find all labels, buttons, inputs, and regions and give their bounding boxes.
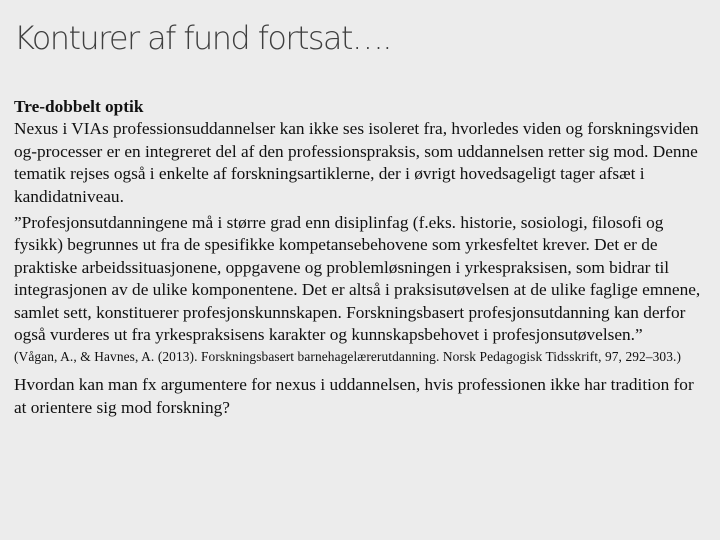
quote-paragraph: ”Profesjonsutdanningene må i større grad enn disiplinfag (f.eks. historie, sosiologi, filosofi og fysikk) begrunnes ut fra de spesifikke kompetansebehovene som yrkesfeltet krever. Det er de praktiske arbeidssituasjonene, oppgavene og problemløsningen i yrkespraksisen, som bidrar til integrasjonen av de ulike komponentene. Det er altså i praksisutøvelsen at de ulike faglige emnene, samlet sett, konstituerer profesjonskunnskapen. Forskningsbasert profesjonsutdanning kan derfor også vurderes ut fra yrkespraksisens karakter og kunnskapsbehovet i profesjonsutøvelsen.” [14, 213, 701, 345]
slide-body [14, 96, 704, 419]
section-heading: Tre-dobbelt optik [14, 97, 144, 116]
intro-block [14, 96, 704, 208]
citation: (Vågan, A., & Havnes, A. (2013). Forskningsbasert barnehagelærerutdanning. Norsk Pedagogisk Tidsskrift, 97, 292–303.) [14, 349, 682, 365]
slide-title: Konturer af fund fortsat…. [14, 19, 391, 57]
intro-paragraph: Nexus i VIAs professionsuddannelser kan ikke ses isoleret fra, hvorledes viden og forskningsviden og-processer er en integreret del af den professionspraksis, som uddannelsen retter sig mod. Denne tematik rejses også i enkelte af forskningsartiklerne, der i øvrigt hovedsageligt tager afsæt i kandidatniveau. [14, 119, 699, 206]
question-paragraph: Hvordan kan man fx argumentere for nexus i uddannelsen, hvis professionen ikke har tradition for at orientere sig mod forskning? [14, 375, 694, 417]
